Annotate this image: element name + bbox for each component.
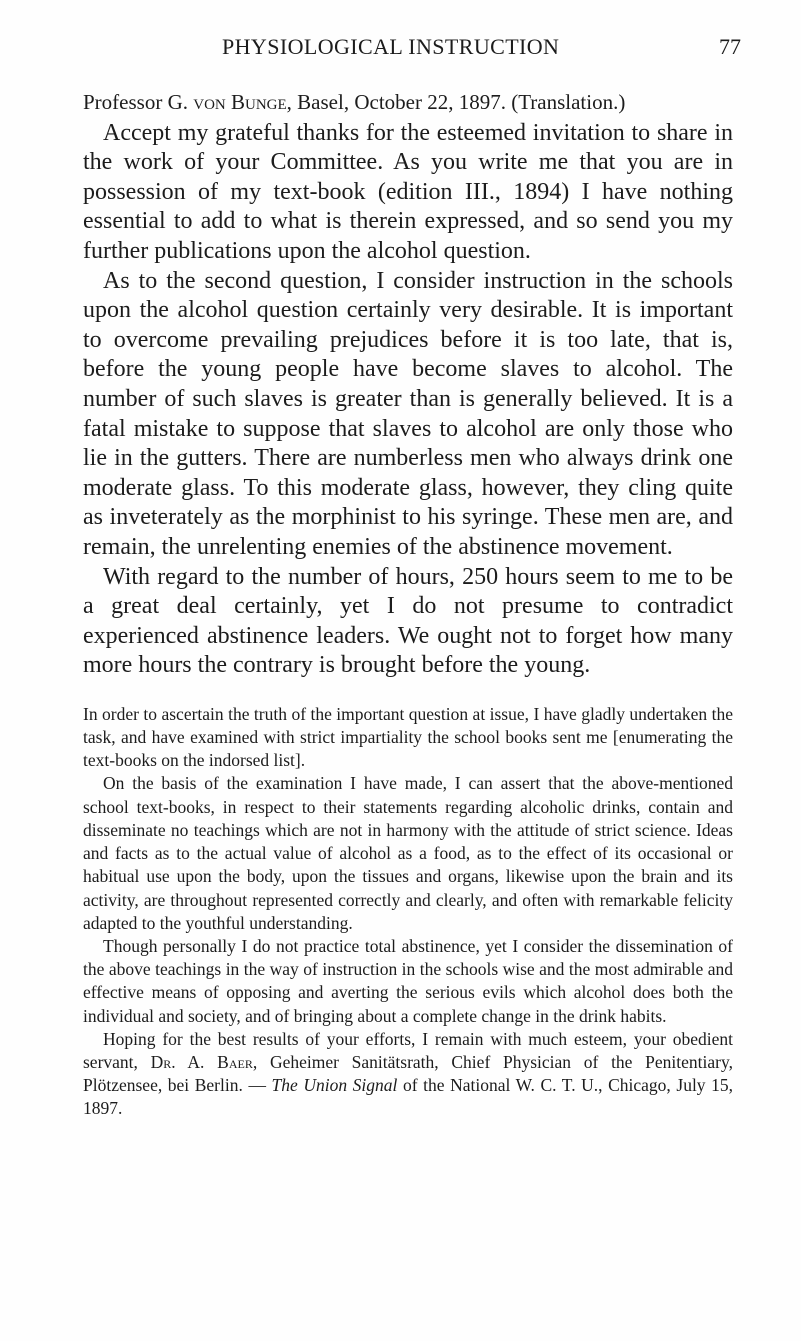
baer-closing-paragraph: [83, 1028, 733, 1121]
source-publication-details: of the National W. C. T. U., Chicago, July 15, 1897.: [83, 1075, 734, 1119]
heading-author-name: von Bunge: [193, 90, 287, 114]
closing-signatory-name: Dr. A. Baer: [150, 1051, 253, 1072]
bunge-paragraph: With regard to the number of hours, 250 hours seem to me to be a great deal certainly, yet I do not presume to contradict experienced abstinence leaders. We ought not to forget how many more hours the contrary is brought before the young.: [83, 563, 733, 679]
baer-paragraph: In order to ascertain the truth of the important question at issue, I have gladly undertaken the task, and have examined with strict impartiality the school books sent me [enumerating the text-books on the indorsed list].: [83, 703, 733, 771]
bunge-paragraph: As to the second question, I consider instruction in the schools upon the alcohol question certainly very desirable. It is important to overcome prevailing prejudices before it is too late, that is, before the young people have become slaves to alcohol. The number of such slaves is greater than is generally believed. It is a fatal mistake to suppose that slaves to alcohol are only those who lie in the gutters. There are numberless men who always drink one moderate glass. To this moderate glass, however, they cling quite as inveterately as the morphinist to his syringe. These men are, and remain, the unrelenting enemies of the abstinence movement.: [83, 267, 733, 560]
heading-prefix: Professor G.: [83, 90, 194, 114]
page-number: 77: [719, 34, 741, 59]
source-publication-title: The Union Signal: [271, 1075, 398, 1096]
baer-letter: [83, 703, 733, 1121]
closing-signatory-details: , Geheimer Sanitätsrath, Chief Physician of the Penitentiary, Plötzensee, bei Berlin. —: [83, 1051, 733, 1096]
running-head: [0, 34, 801, 64]
running-head-title: PHYSIOLOGICAL INSTRUCTION: [222, 34, 560, 59]
heading-suffix: , Basel, October 22, 1897. (Translation.): [286, 90, 626, 114]
baer-paragraph: Though personally I do not practice total abstinence, yet I consider the dissemination of the above teachings in the way of instruction in the schools wise and the most admirable and effective means of opposing and averting the serious evils which alcohol does both the individual and society, and of bringing about a complete change in the drink habits.: [83, 935, 733, 1026]
baer-paragraph: On the basis of the examination I have made, I can assert that the above-mentioned school text-books, in respect to their statements regarding alcoholic drinks, contain and disseminate no teachings which are not in harmony with the attitude of strict science. Ideas and facts as to the actual value of alcohol as a food, as to the effect of its occasional or habitual use upon the body, upon the tissues and organs, likewise upon the brain and its activity, are throughout represented correctly and clearly, and often with remarkable felicity adapted to the youthful understanding.: [83, 773, 733, 933]
page-body: [83, 88, 733, 1121]
closing-text: Hoping for the best results of your efforts, I remain with much esteem, your obedient servant,: [83, 1028, 733, 1072]
bunge-letter: [83, 88, 733, 681]
bunge-paragraph: Accept my grateful thanks for the esteemed invitation to share in the work of your Committee. As you write me that you are in possession of my text-book (edition III., 1894) I have nothing essential to add to what is therein expressed, and so send you my further publications upon the alcohol question.: [83, 119, 733, 264]
bunge-letter-heading: [83, 88, 733, 118]
